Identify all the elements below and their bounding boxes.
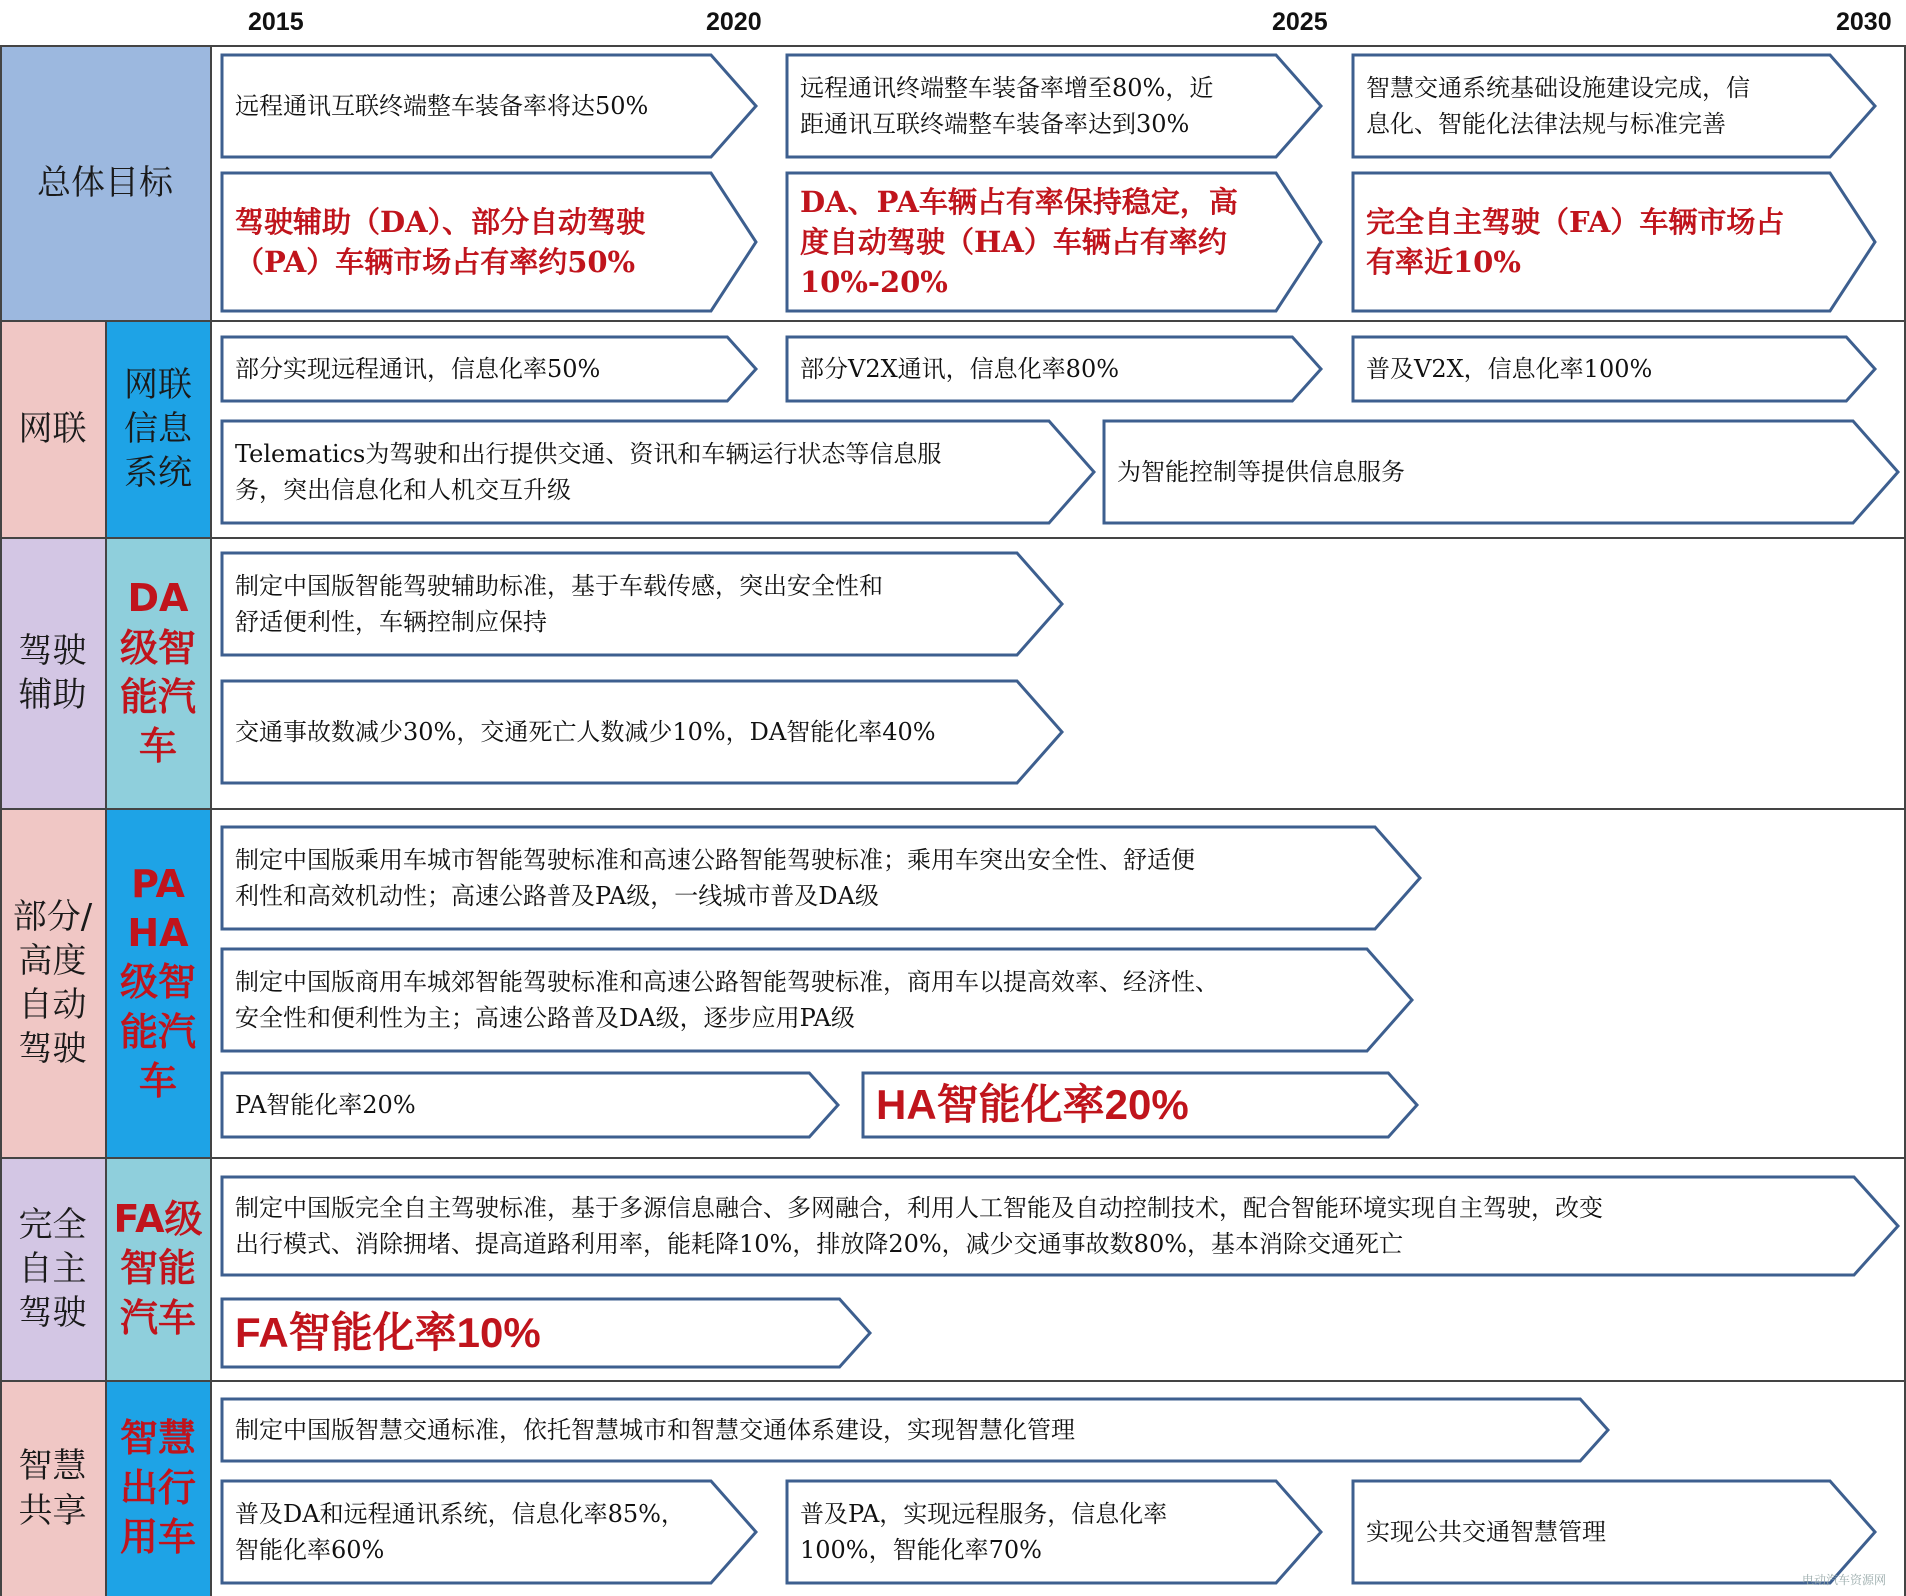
arrow-text: 远程通讯互联终端整车装备率将达50% (235, 92, 649, 120)
grid-line-top (0, 45, 1906, 47)
arrow-share-2025 (1352, 1480, 1876, 1584)
arrow-text: PA智能化率20% (235, 1091, 416, 1119)
arrow-text: Telematics为驾驶和出行提供交通、资讯和车辆运行状态等信息服 务，突出信息化和人机交互升级 (235, 440, 942, 504)
sub-fa-smart-car: FA级 智能 汽车 (106, 1158, 210, 1380)
watermark-logo: 电动汽车资源网 (1801, 1573, 1886, 1587)
grid-line-row3 (0, 808, 1906, 810)
category-full-auto: 完全 自主 驾驶 (0, 1158, 105, 1380)
arrow-overall-2025-infrastructure (1352, 54, 1876, 158)
sub-pa-ha-smart-car: PA HA 级智 能汽 车 (106, 809, 210, 1157)
arrow-text: 制定中国版智慧交通标准，依托智慧城市和智慧交通体系建设，实现智慧化管理 (235, 1416, 1075, 1444)
year-2020: 2020 (706, 8, 762, 36)
grid-line-row2 (0, 537, 1906, 539)
year-2025: 2025 (1272, 8, 1328, 36)
arrow-pa-rate (221, 1072, 839, 1138)
arrow-text: 制定中国版完全自主驾驶标准，基于多源信息融合、多网融合，利用人工智能及自动控制技术，配合智能环境实现自主驾驶，改变 出行模式、消除拥堵、提高道路利用率，能耗降10%，排放降20%，减少交通事故数80%，基本消除交通死亡 (235, 1194, 1603, 1258)
arrow-network-2020 (786, 336, 1322, 402)
sub-network-info-system: 网联 信息 系统 (106, 321, 210, 537)
arrow-text: 制定中国版智能驾驶辅助标准，基于车载传感，突出安全性和 舒适便利性，车辆控制应保持 (235, 572, 883, 636)
arrow-overall-2015-telematics (221, 54, 757, 158)
arrow-text: 部分V2X通讯，信息化率80% (800, 355, 1120, 383)
category-smart-share: 智慧 共享 (0, 1381, 105, 1596)
arrow-text: 普及DA和远程通讯系统，信息化率85%， 智能化率60% (235, 1500, 685, 1564)
arrow-text: HA智能化率20% (876, 1081, 1189, 1128)
sub-smart-mobility-car: 智慧 出行 用车 (106, 1381, 210, 1596)
arrow-text: 部分实现远程通讯，信息化率50% (235, 355, 601, 383)
arrow-text: 远程通讯终端整车装备率增至80%，近 距通讯互联终端整车装备率达到30% (800, 74, 1214, 138)
arrow-text: FA智能化率10% (235, 1309, 541, 1356)
arrow-text: DA、PA车辆占有率保持稳定，高 度自动驾驶（HA）车辆占有率约 10%-20% (800, 185, 1238, 299)
arrow-text: 为智能控制等提供信息服务 (1117, 458, 1405, 486)
category-driving-assist: 驾驶 辅助 (0, 538, 105, 808)
arrow-text: 普及PA，实现远程服务，信息化率 100%，智能化率70% (800, 1500, 1168, 1564)
category-network: 网联 (0, 321, 105, 537)
arrow-network-control-info-service (1103, 420, 1899, 524)
arrow-text: 智慧交通系统基础设施建设完成，信 息化、智能化法律法规与标准完善 (1366, 74, 1750, 138)
arrow-overall-2020-ha-share (786, 172, 1322, 312)
sub-da-smart-car: DA 级智 能汽 车 (106, 538, 210, 808)
arrow-ha-rate (862, 1072, 1418, 1138)
arrow-da-accident-reduction (221, 680, 1063, 784)
arrow-overall-2015-da-pa-share (221, 172, 757, 312)
arrow-text: 制定中国版商用车城郊智能驾驶标准和高速公路智能驾驶标准，商用车以提高效率、经济性、 安全性和便利性为主；高速公路普及DA级，逐步应用PA级 (235, 968, 1219, 1032)
grid-line-row5 (0, 1380, 1906, 1382)
year-2015: 2015 (248, 8, 304, 36)
arrow-share-2015 (221, 1480, 757, 1584)
grid-line-row4 (0, 1157, 1906, 1159)
arrow-pa-passenger-standard (221, 826, 1421, 930)
grid-line-row1 (0, 320, 1906, 322)
arrow-share-2020 (786, 1480, 1322, 1584)
arrow-share-standard (221, 1398, 1609, 1462)
arrow-network-telematics-service (221, 420, 1095, 524)
arrow-text: 实现公共交通智慧管理 (1366, 1518, 1606, 1546)
arrow-fa-standard (221, 1176, 1899, 1276)
arrow-overall-2020-telematics (786, 54, 1322, 158)
arrow-overall-2025-fa-share (1352, 172, 1876, 312)
arrow-text: 交通事故数减少30%，交通死亡人数减少10%，DA智能化率40% (235, 718, 936, 746)
year-2030: 2030 (1836, 8, 1892, 36)
arrow-da-standard (221, 552, 1063, 656)
arrow-pa-commercial-standard (221, 948, 1413, 1052)
arrow-network-2015 (221, 336, 757, 402)
arrow-fa-rate (221, 1298, 871, 1368)
category-partial-high-auto: 部分/ 高度 自动 驾驶 (0, 809, 105, 1157)
arrow-text: 完全自主驾驶（FA）车辆市场占 有率近10% (1366, 205, 1785, 279)
grid-line-cat (105, 320, 107, 1596)
category-overall-goal: 总体目标 (0, 46, 210, 320)
grid-line-sub (210, 45, 212, 1596)
arrow-text: 驾驶辅助（DA）、部分自动驾驶 （PA）车辆市场占有率约50% (235, 205, 646, 279)
arrow-network-2025 (1352, 336, 1876, 402)
arrow-text: 制定中国版乘用车城市智能驾驶标准和高速公路智能驾驶标准；乘用车突出安全性、舒适便 利性和高效机动性；高速公路普及PA级，一线城市普及DA级 (235, 846, 1195, 910)
arrow-text: 普及V2X，信息化率100% (1366, 355, 1653, 383)
grid-line-left (0, 45, 2, 1596)
